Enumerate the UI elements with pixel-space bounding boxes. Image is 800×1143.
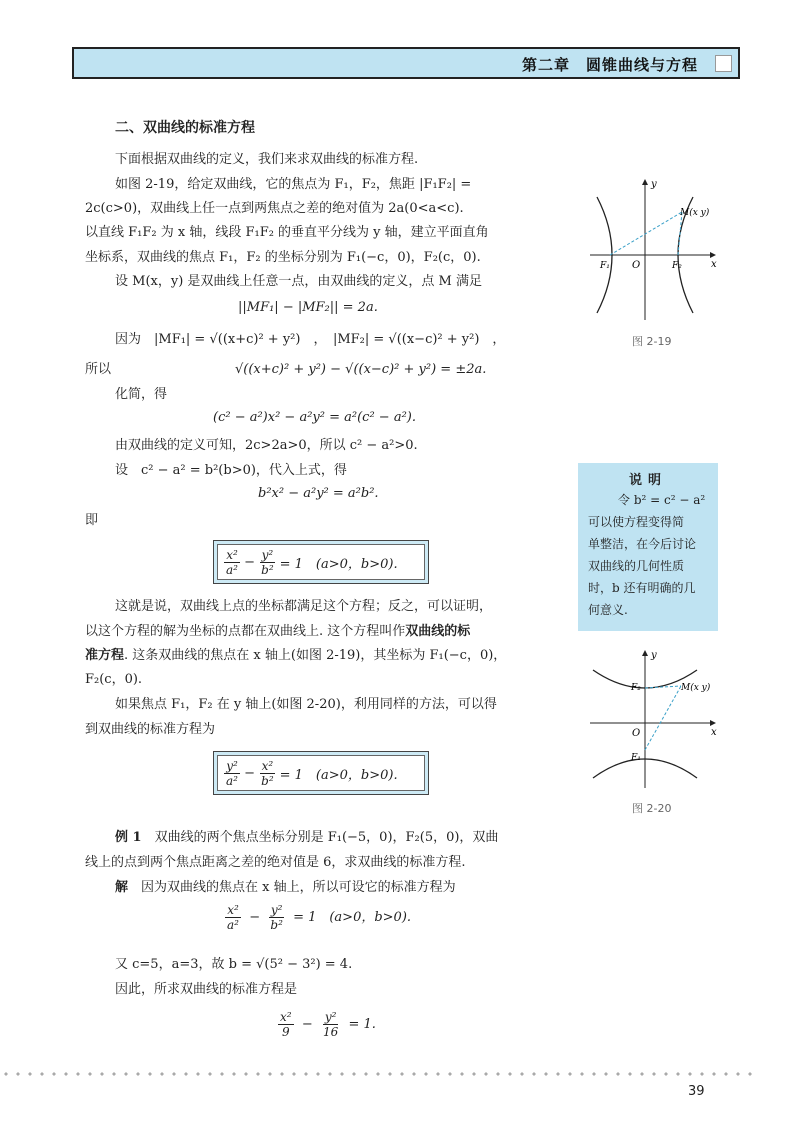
standard-equation-x-box: $\frac{\text{x²}}{\text{a²}}$ − $\frac{\text{y²}}{\text{b²}}$ = 1 (a>0，b>0).	[213, 540, 429, 584]
simplified-equation: (c² − a²)x² − a²y² = a²(c² − a²).	[213, 410, 416, 425]
note-box	[578, 463, 718, 631]
paragraph-line: 到双曲线的标准方程为	[85, 722, 216, 737]
figure-caption: 图 2-20	[632, 802, 672, 815]
definition-note: 由双曲线的定义可知，2c>2a>0，所以 c² − a²>0.	[115, 438, 418, 453]
paragraph-line: 以直线 F₁F₂ 为 x 轴，线段 F₁F₂ 的垂直平分线为 y 轴，建立平面直角	[85, 225, 489, 240]
paragraph-intro: 下面根据双曲线的定义，我们来求双曲线的标准方程.	[115, 152, 419, 167]
focal-line-f1	[610, 212, 682, 255]
note-line: 双曲线的几何性质	[588, 559, 685, 573]
f2-label: F₂	[631, 683, 641, 693]
paragraph-line: 如果焦点 F₁，F₂ 在 y 轴上(如图 2-20)，利用同样的方法，可以得	[115, 697, 497, 712]
substituted-equation: b²x² − a²y² = a²b².	[258, 486, 379, 501]
paragraph-line: 这就是说，双曲线上点的坐标都满足这个方程；反之，可以证明，	[115, 599, 493, 614]
paragraph-line: 以这个方程的解为坐标的点都在双曲线上. 这个方程叫作双曲线的标	[85, 624, 471, 639]
origin-label: O	[632, 260, 641, 271]
x-label: x	[711, 727, 717, 738]
figure-caption: 图 2-19	[632, 335, 672, 348]
y-label: y	[651, 179, 657, 190]
page-number: 39	[688, 1084, 705, 1099]
section-title: 二、双曲线的标准方程	[115, 120, 255, 136]
standard-equation-y-box: $\frac{\text{y²}}{\text{a²}}$ − $\frac{\text{x²}}{\text{b²}}$ = 1 (a>0，b>0).	[213, 751, 429, 795]
note-line: 单整洁，在今后讨论	[588, 537, 697, 551]
note-title: 说明	[628, 473, 667, 488]
note-line: 令 b² = c² − a²	[618, 493, 706, 507]
so-label: 所以	[85, 362, 112, 377]
focal-line-f1	[645, 686, 681, 750]
figure-2-19	[585, 175, 725, 325]
paragraph-line: 如图 2-19，给定双曲线，它的焦点为 F₁，F₂，焦距 |F₁F₂| =	[115, 177, 472, 192]
chapter-title: 第二章 圆锥曲线与方程	[521, 56, 698, 74]
paragraph-line: 准方程. 这条双曲线的焦点在 x 轴上(如图 2-19)，其坐标为 F₁(−c，0)，	[85, 648, 507, 663]
solution-line: 解 因为双曲线的焦点在 x 轴上，所以可设它的标准方程为	[115, 880, 456, 895]
paragraph-line: F₂(c，0).	[85, 672, 143, 687]
example-line: 例 1 双曲线的两个焦点坐标分别是 F₁(−5，0)，F₂(5，0)，双曲	[115, 830, 499, 845]
because-line: 因为 |MF₁| = √((x+c)² + y²) ， |MF₂| = √((x−c)² + y²) ，	[115, 332, 506, 347]
y-label: y	[651, 650, 657, 661]
ji-label: 即	[85, 513, 99, 528]
figure-2-20	[585, 648, 725, 793]
so-equation: √((x+c)² + y²) − √((x−c)² + y²) = ±2a.	[235, 362, 487, 377]
paragraph-line: 坐标系，双曲线的焦点 F₁，F₂ 的坐标分别为 F₁(−c，0)，F₂(c，0).	[85, 250, 481, 265]
origin-label: O	[632, 728, 641, 739]
simplify-label: 化简，得	[115, 387, 168, 402]
chapter-header	[72, 47, 740, 79]
m-label: M(x y)	[681, 683, 711, 693]
m-label: M(x y)	[680, 208, 710, 218]
f1-label: F₁	[631, 753, 641, 763]
footer-dotted-line	[0, 1072, 760, 1076]
answer-equation: $\frac{\text{x²}}{9}$ − $\frac{\text{y²}}{16}$ = 1.	[280, 1010, 376, 1039]
substitution-line: 设 c² − a² = b²(b>0)，代入上式，得	[115, 463, 347, 478]
f2-label: F₂	[672, 261, 682, 271]
focal-line-f2	[678, 212, 682, 255]
note-line: 何意义.	[588, 603, 628, 617]
example-line: 线上的点到两个焦点距离之差的绝对值是 6，求双曲线的标准方程.	[85, 855, 466, 870]
definition-equation: ||MF₁| − |MF₂|| = 2a.	[238, 300, 378, 315]
note-line: 时，b 还有明确的几	[588, 581, 696, 595]
f1-label: F₁	[600, 261, 610, 271]
paragraph-line: 2c(c>0)，双曲线上任一点到两焦点之差的绝对值为 2a(0<a<c).	[85, 201, 464, 216]
note-line: 可以使方程变得简	[588, 515, 685, 529]
paragraph-line: 设 M(x，y) 是双曲线上任意一点，由双曲线的定义，点 M 满足	[115, 274, 482, 289]
header-square	[715, 55, 732, 72]
solution-line: 又 c=5，a=3，故 b = √(5² − 3²) = 4.	[115, 957, 353, 972]
solution-line: 因此，所求双曲线的标准方程是	[115, 982, 298, 997]
solution-general-equation: $\frac{\text{x²}}{\text{a²}}$ − $\frac{\text{y²}}{\text{b²}}$ = 1 (a>0，b>0).	[227, 903, 412, 932]
x-label: x	[711, 259, 717, 270]
